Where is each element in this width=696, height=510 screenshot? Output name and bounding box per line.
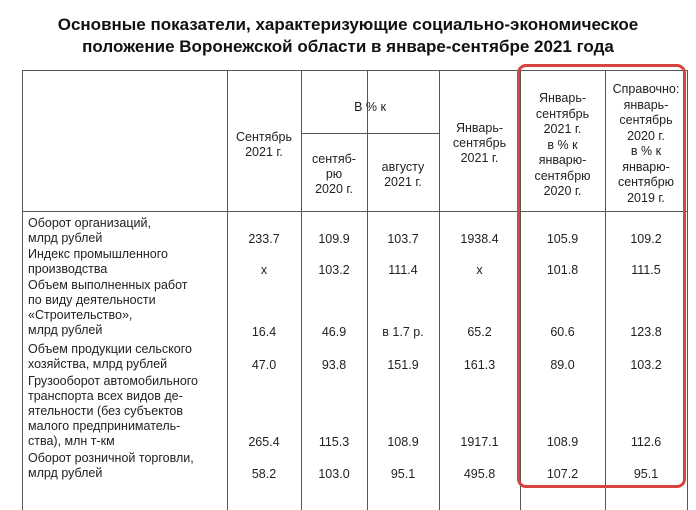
row-label-industrial-index: Индекс промышленного производства xyxy=(28,247,168,276)
table-cell: 1917.1 xyxy=(460,435,499,449)
row-label-agriculture: Объем продукции сельского хозяйства, млрд рублей xyxy=(28,342,192,371)
table-cell: 60.6 xyxy=(550,325,575,339)
table-cell: 103.2 xyxy=(318,263,350,277)
table-cell: 95.1 xyxy=(633,467,659,481)
table-cell: 111.4 xyxy=(388,263,418,277)
table-cell: 89.0 xyxy=(550,358,575,372)
header-pct-jansep: Январь- сентябрь 2021 г. в % к январю- сентябрю 2020 г. xyxy=(534,91,591,198)
table-cell: в 1.7 р. xyxy=(382,325,424,339)
header-aug-2021: августу 2021 г. xyxy=(381,160,425,189)
table-cell: 46.9 xyxy=(321,325,347,339)
table-cell: 233.7 xyxy=(248,232,280,246)
row-label-retail: Оборот розничной торговли, млрд рублей xyxy=(28,451,194,480)
table-cell: 161.3 xyxy=(463,358,496,372)
table-cell: x xyxy=(260,263,268,277)
table-cell: 65.2 xyxy=(467,325,492,339)
table-cell: 111.5 xyxy=(631,263,661,277)
header-pct-group: В % к xyxy=(354,100,386,114)
table-cell: 103.0 xyxy=(318,467,350,481)
table-cell: 101.8 xyxy=(546,263,579,277)
title-line-1: Основные показатели, характеризующие социально-экономическое xyxy=(57,15,639,34)
page-title xyxy=(0,14,696,58)
table-cell: 123.8 xyxy=(630,325,662,339)
table-cell: 95.1 xyxy=(390,467,416,481)
table-cell: 265.4 xyxy=(248,435,280,449)
table-cell: 93.8 xyxy=(321,358,347,372)
table-divider xyxy=(301,133,439,134)
table-cell: 151.9 xyxy=(387,358,419,372)
header-reference: Справочно: январь- сентябрь 2020 г. в % к январю- сентябрю 2019 г. xyxy=(612,82,680,205)
table-cell: 115.3 xyxy=(318,435,350,449)
header-sep-2020: сентяб- рю 2020 г. xyxy=(312,152,356,196)
table-cell: 1938.4 xyxy=(460,232,499,246)
row-label-turnover: Оборот организаций, млрд рублей xyxy=(28,216,151,245)
table-cell: 58.2 xyxy=(251,467,277,481)
header-sep-2021: Сентябрь 2021 г. xyxy=(236,130,292,159)
table-cell: 495.8 xyxy=(463,467,496,481)
table-cell: 108.9 xyxy=(546,435,579,449)
table-cell: 108.9 xyxy=(387,435,419,449)
row-label-construction: Объем выполненных работ по виду деятельности «Строительство», млрд рублей xyxy=(28,278,188,337)
header-jansep-2021: Январь- сентябрь 2021 г. xyxy=(452,121,507,165)
highlight-box xyxy=(517,64,686,488)
table-cell: 109.2 xyxy=(630,232,662,246)
table-border-right xyxy=(687,70,688,510)
table-border-left xyxy=(22,70,23,510)
table-cell: 109.9 xyxy=(318,232,350,246)
table-cell: 105.9 xyxy=(546,232,579,246)
row-label-freight: Грузооборот автомобильного транспорта всех видов де- ятельности (без субъектов малого предприниматель- ства), млн т-км xyxy=(28,374,199,448)
table-cell: 107.2 xyxy=(546,467,579,481)
title-line-2: положение Воронежской области в январе-сентябре 2021 года xyxy=(82,37,614,56)
table-cell: 103.2 xyxy=(630,358,662,372)
table-cell: 47.0 xyxy=(251,358,277,372)
table-cell: 112.6 xyxy=(630,435,662,449)
table-cell: 103.7 xyxy=(387,232,419,246)
table-cell: 16.4 xyxy=(251,325,277,339)
table-cell: x xyxy=(476,263,483,277)
